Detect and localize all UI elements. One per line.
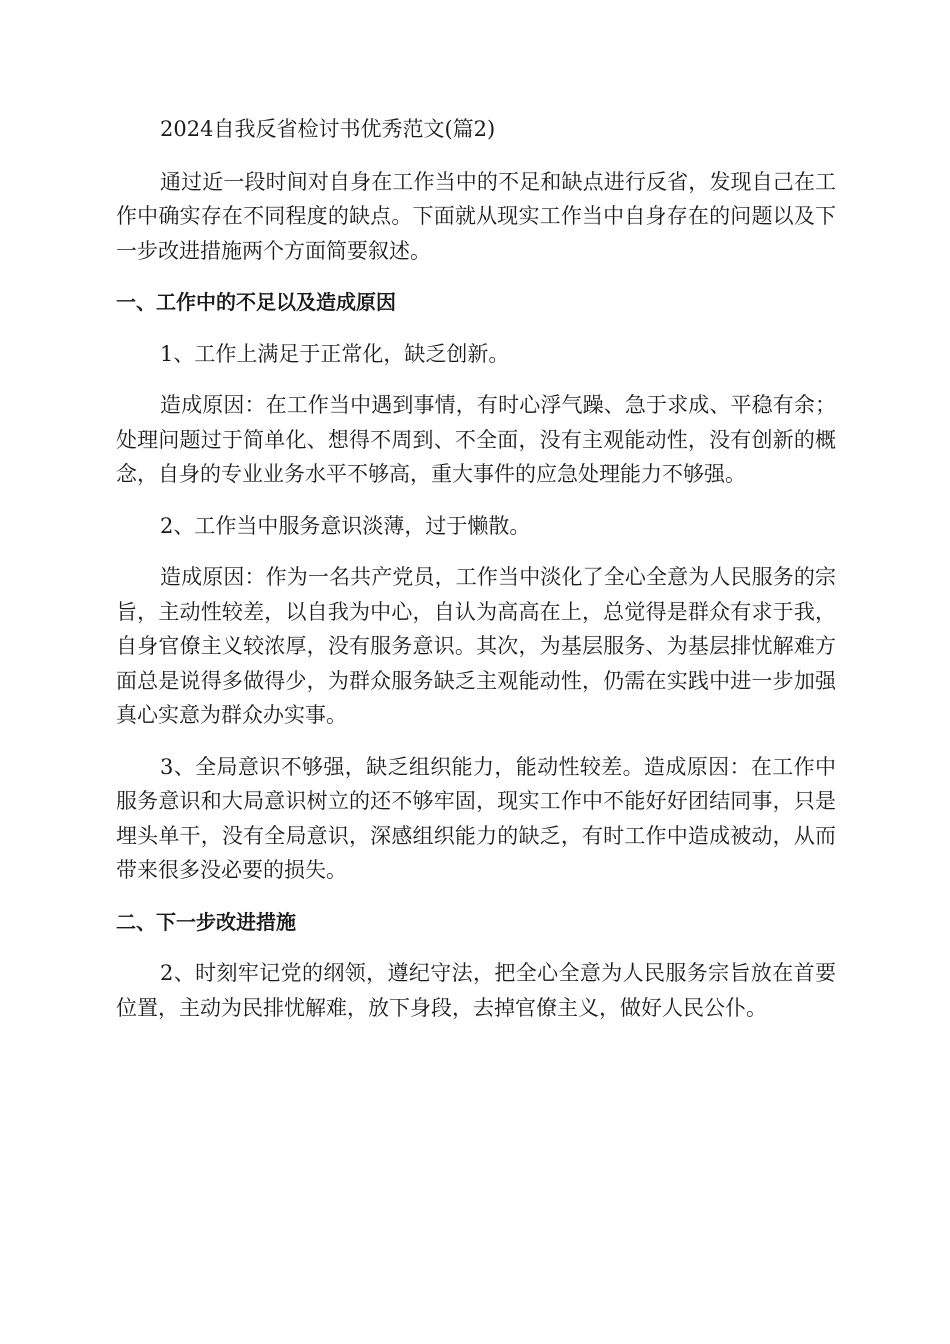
section-heading-shortcomings: 一、工作中的不足以及造成原因 (116, 290, 396, 314)
improvement-item-2: 2、时刻牢记党的纲领，遵纪守法，把全心全意为人民服务宗旨放在首要位置，主动为民排忧解难，放下身段，去掉官僚主义，做好人民公仆。 (116, 961, 836, 1020)
shortcoming-item-1: 1、工作上满足于正常化，缺乏创新。 (160, 341, 510, 366)
shortcoming-reason-1: 造成原因：在工作当中遇到事情，有时心浮气躁、急于求成、平稳有余；处理问题过于简单化、想得不周到、不全面，没有主观能动性，没有创新的概念，自身的专业业务水平不够高，重大事件的应急处理能力不够强。 (116, 393, 836, 486)
section-heading-improvements: 二、下一步改进措施 (116, 909, 296, 934)
shortcoming-reason-2: 造成原因：作为一名共产党员，工作当中淡化了全心全意为人民服务的宗旨，主动性较差，以自我为中心，自认为高高在上，总觉得是群众有求于我，自身官僚主义较浓厚，没有服务意识。其次，为基层服务、为基层排忧解难方面总是说得多做得少，为群众服务缺乏主观能动性，仍需在实践中进一步加强真心实意为群众办实事。 (116, 565, 836, 727)
document-page (116, 112, 836, 1042)
shortcoming-item-2: 2、工作当中服务意识淡薄，过于懒散。 (160, 513, 531, 538)
shortcoming-item-3: 3、全局意识不够强，缺乏组织能力，能动性较差。造成原因：在工作中服务意识和大局意识树立的还不够牢固，现实工作中不能好好团结同事，只是埋头单干，没有全局意识，深感组织能力的缺乏，有时工作中造成被动，从而带来很多没必要的损失。 (116, 754, 836, 882)
intro-paragraph: 通过近一段时间对自身在工作当中的不足和缺点进行反省，发现自己在工作中确实存在不同程度的缺点。下面就从现实工作当中自身存在的问题以及下一步改进措施两个方面简要叙述。 (116, 169, 836, 263)
document-title: 2024自我反省检讨书优秀范文(篇2) (160, 117, 496, 141)
